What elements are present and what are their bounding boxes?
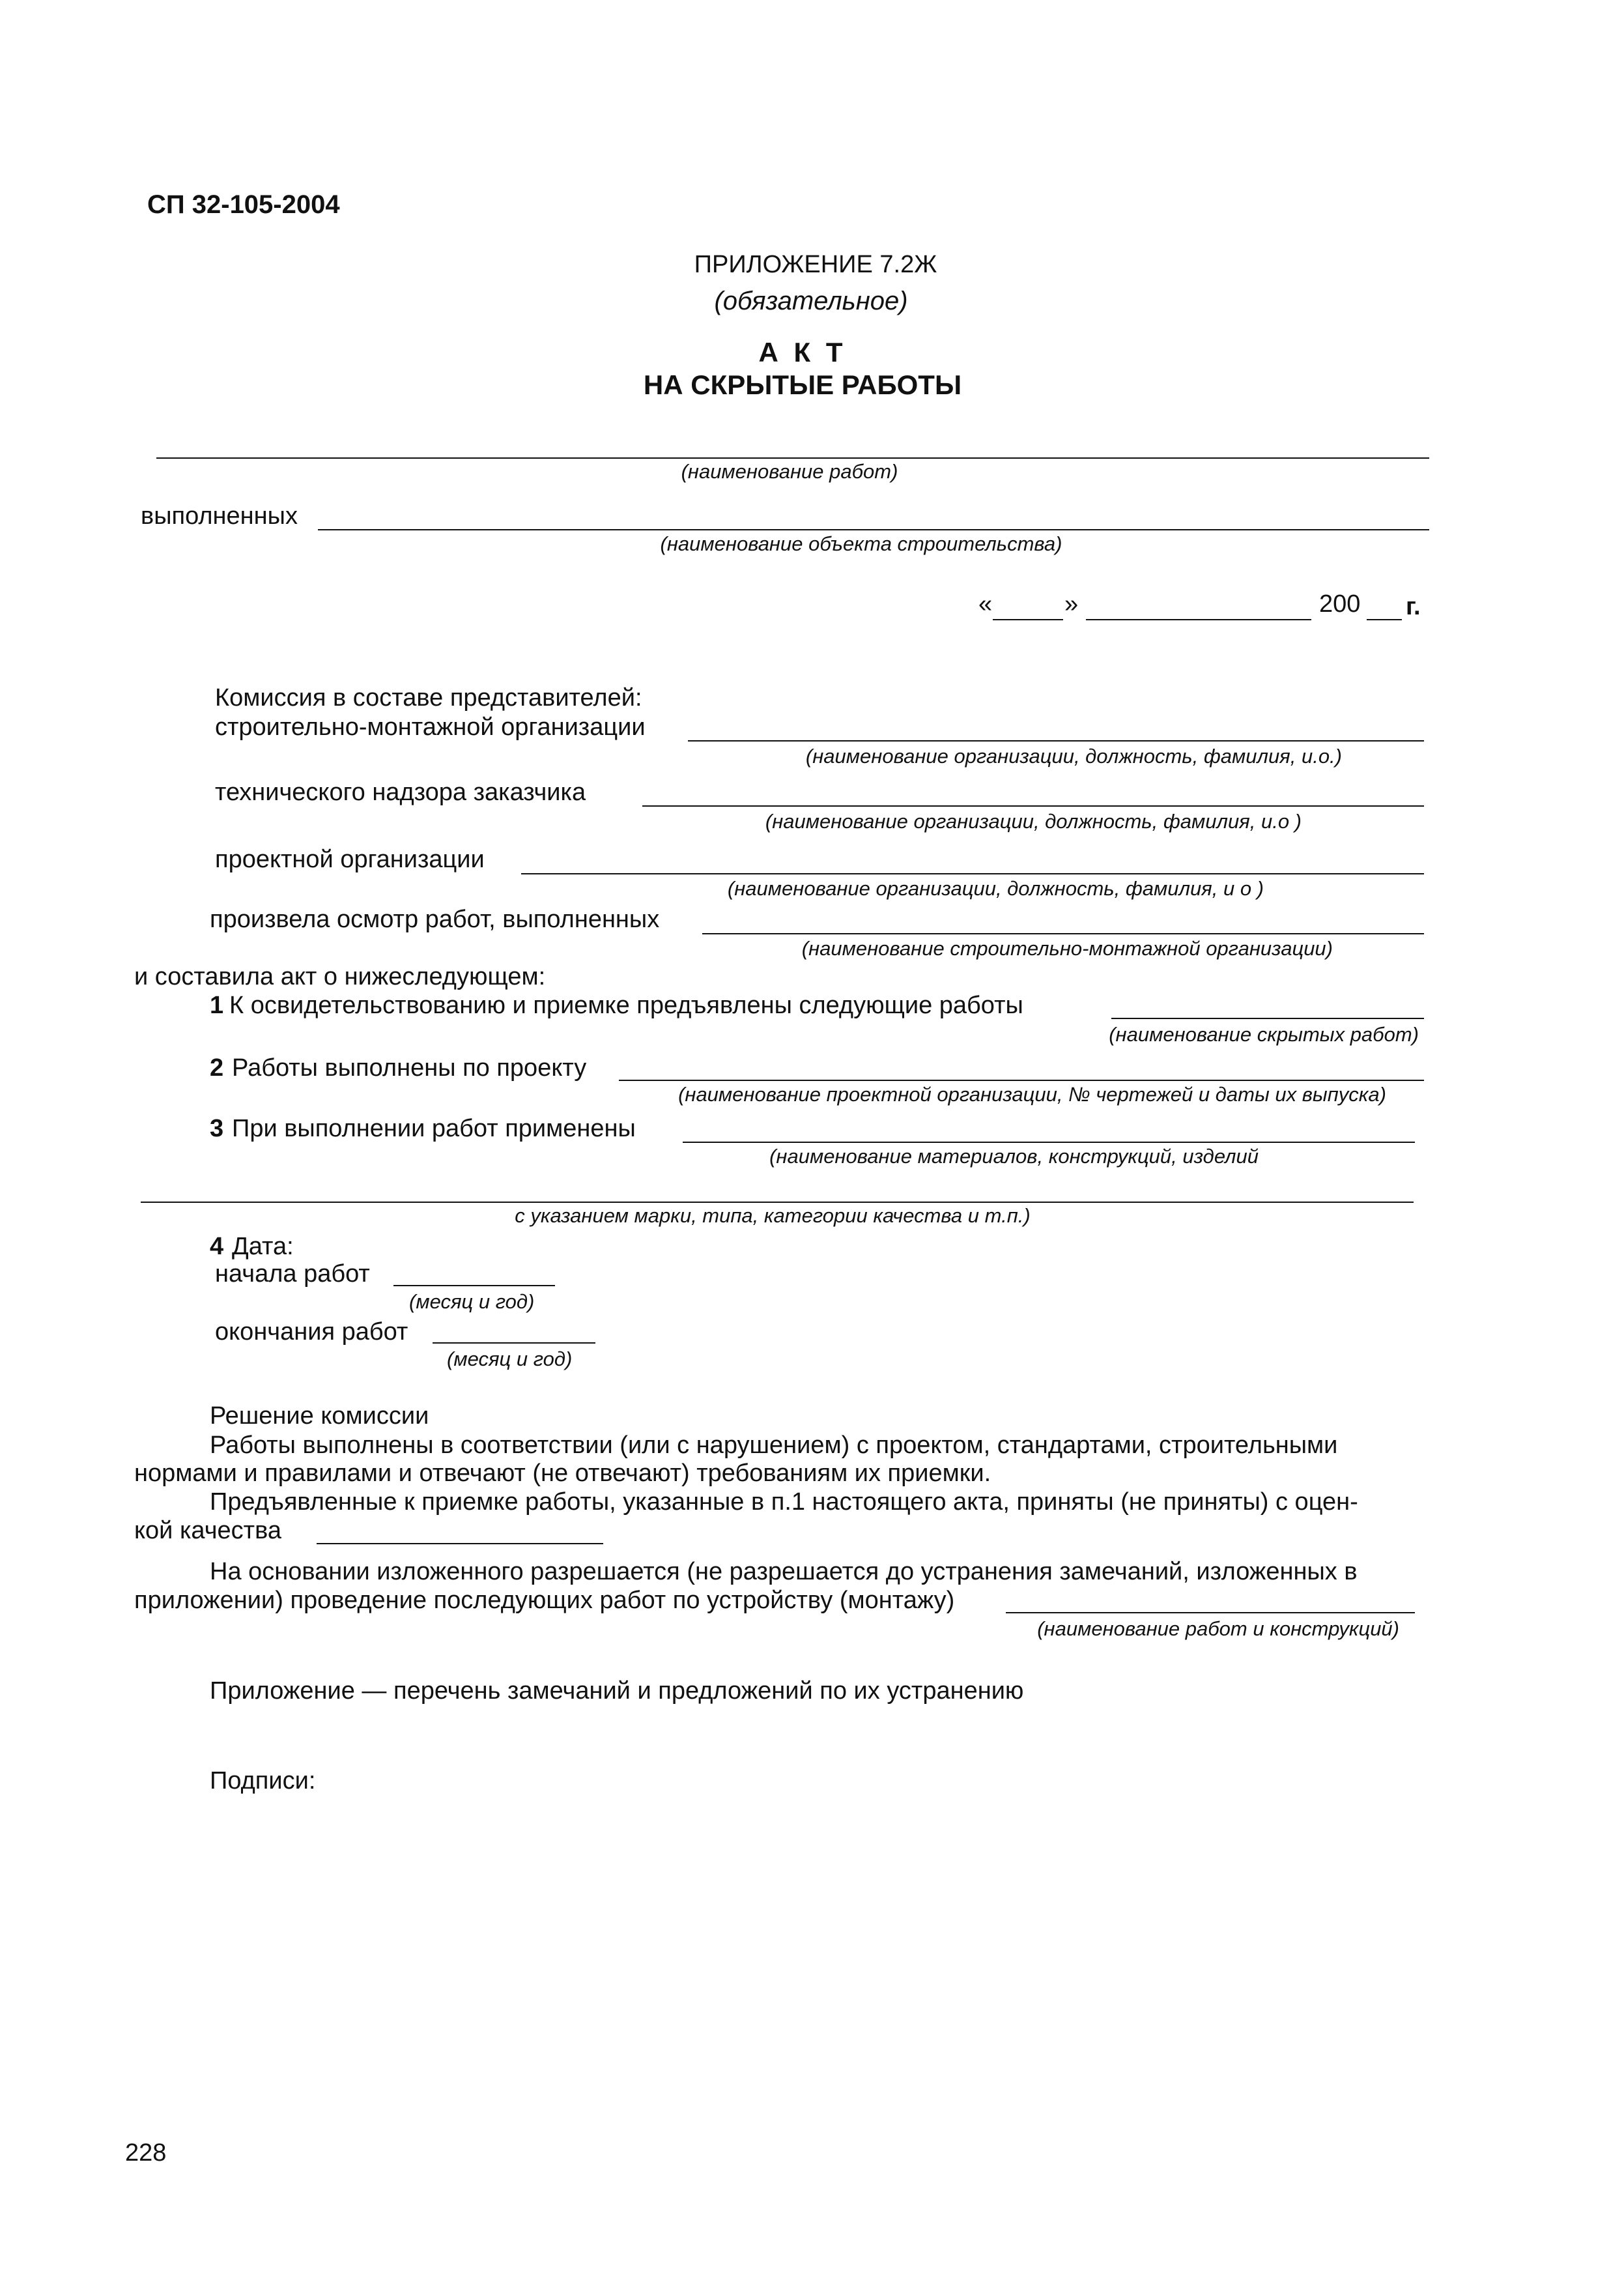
technical-supervision-label: технического надзора заказчика [215,779,586,806]
item-1-text: К освидетельствованию и приемке предъявлены следующие работы [229,992,1023,1019]
decision-paragraph-1-line-2: нормами и правилами и отвечают (не отвечают) требованиям их приемки. [134,1460,991,1487]
date-suffix: г. [1406,593,1421,620]
document-title-hidden-works: НА СКРЫТЫЕ РАБОТЫ [643,369,962,400]
appendix-label: ПРИЛОЖЕНИЕ 7.2Ж [694,251,937,278]
attachment-note: Приложение — перечень замечаний и предложений по их устранению [210,1677,1024,1705]
item-2-text: Работы выполнены по проекту [232,1054,587,1082]
decision-heading: Решение комиссии [210,1402,429,1430]
object-name-line [318,529,1429,530]
decision-paragraph-2-line-2: кой качества [134,1517,281,1544]
end-date-caption: (месяц и год) [447,1347,573,1370]
works-name-caption: (наименование работ) [681,460,898,483]
object-name-caption: (наименование объекта строительства) [660,532,1062,555]
start-date-caption: (месяц и год) [409,1290,535,1313]
item-1-line [1111,1018,1424,1019]
item-3-number: 3 [210,1115,224,1142]
decision-paragraph-2-line-1: Предъявленные к приемке работы, указанные в п.1 настоящего акта, приняты (не приняты) с оцен- [210,1488,1358,1516]
commission-intro: Комиссия в составе представителей: [215,684,642,712]
page-number: 228 [125,2139,167,2167]
document-title-act: А К Т [758,337,847,367]
subsequent-works-line [1006,1612,1415,1613]
technical-supervision-line [642,805,1424,807]
date-day-line [993,619,1063,620]
date-month-line [1086,619,1311,620]
technical-supervision-caption: (наименование организации, должность, фамилия, и.о ) [765,810,1302,833]
works-name-line [156,457,1429,459]
item-4-number: 4 [210,1233,224,1260]
date-quote-close: » [1064,590,1079,618]
item-3-line [683,1142,1415,1143]
design-org-caption: (наименование организации, должность, фамилия, и о ) [727,877,1264,900]
decision-paragraph-1-line-1: Работы выполнены в соответствии (или с нарушением) с проектом, стандартами, строительными [210,1432,1338,1459]
inspection-caption: (наименование строительно-монтажной организации) [801,937,1333,960]
decision-paragraph-3-line-1: На основании изложенного разрешается (не разрешается до устранения замечаний, изложенных в [210,1558,1358,1585]
item-1-number: 1 [210,992,224,1019]
start-date-label: начала работ [215,1260,370,1288]
signatures-label: Подписи: [210,1767,316,1794]
document-code: СП 32-105-2004 [147,190,340,219]
item-3-caption: (наименование материалов, конструкций, изделий [769,1145,1259,1168]
item-2-line [619,1080,1424,1081]
design-org-line [521,873,1424,874]
subsequent-works-caption: (наименование работ и конструкций) [1037,1617,1399,1640]
start-date-line [393,1285,555,1286]
decision-paragraph-3-line-2: приложении) проведение последующих работ по устройству (монтажу) [134,1587,955,1614]
executed-label: выполненных [141,502,298,530]
design-org-label: проектной организации [215,846,485,873]
item-3-second-line [141,1202,1414,1203]
construction-org-line [688,740,1424,742]
quality-grade-line [317,1543,603,1544]
inspection-label: произвела осмотр работ, выполненных [210,906,660,933]
item-3-text: При выполнении работ применены [232,1115,636,1142]
inspection-line [702,933,1424,934]
item-3-caption-2: с указанием марки, типа, категории качества и т.п.) [515,1204,1031,1227]
item-2-number: 2 [210,1054,224,1082]
end-date-line [433,1342,595,1344]
item-2-caption: (наименование проектной организации, № чертежей и даты их выпуска) [678,1083,1386,1106]
mandatory-label: (обязательное) [714,287,908,315]
item-4-text: Дата: [232,1233,294,1260]
end-date-label: окончания работ [215,1318,408,1346]
construction-org-caption: (наименование организации, должность, фамилия, и.о.) [805,745,1342,768]
date-quote-open: « [978,590,993,618]
item-1-caption: (наименование скрытых работ) [1109,1023,1419,1046]
construction-org-label: строительно-монтажной организации [215,713,646,741]
date-year-prefix: 200 [1319,590,1361,618]
date-year-line [1367,619,1402,620]
compiled-statement: и составила акт о нижеследующем: [134,963,546,990]
